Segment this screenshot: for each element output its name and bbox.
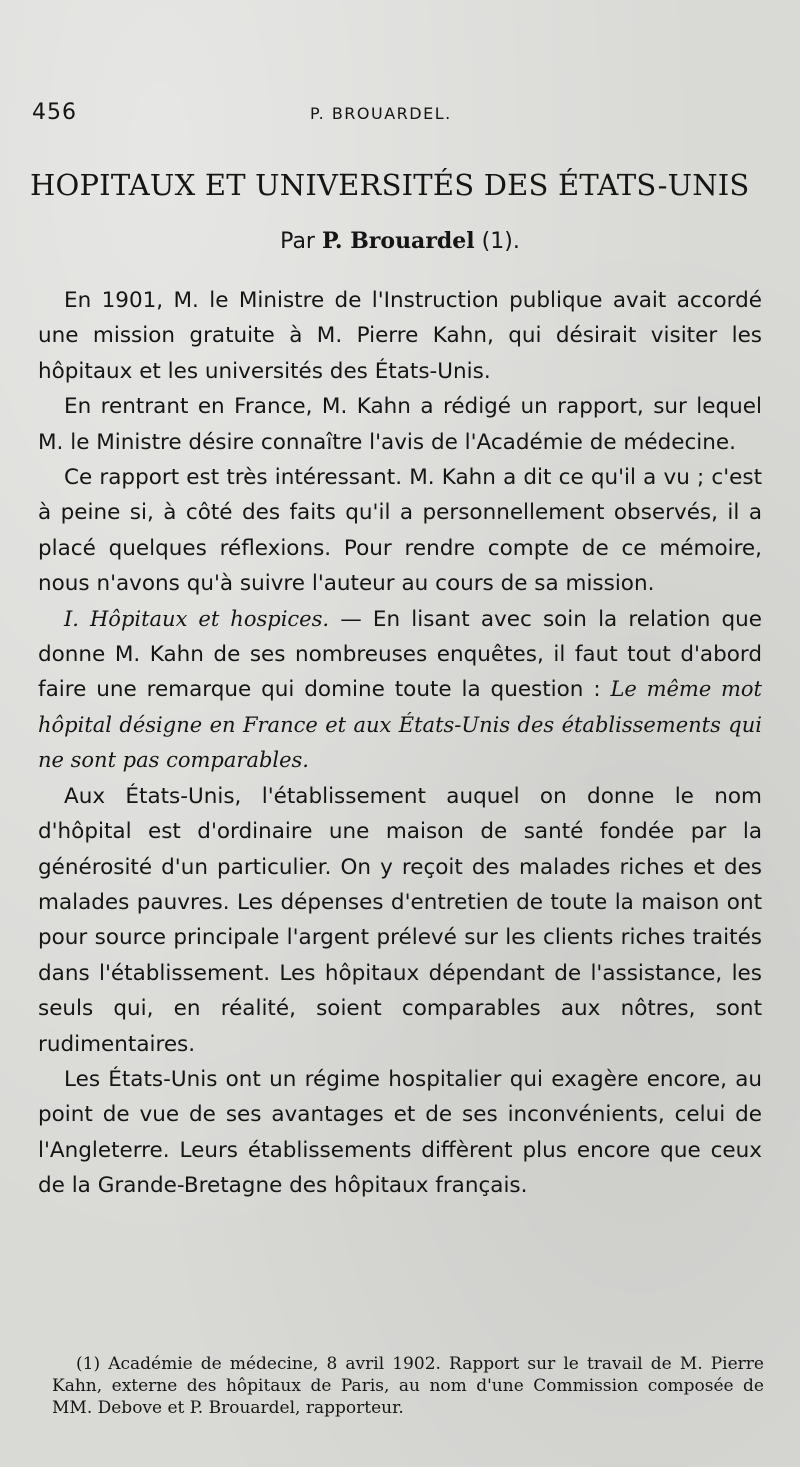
paragraph-4-italic: Le même mot hôpital désigne en France et aux États-Unis des établissements qui ne sont pas comparables. [38,677,762,773]
byline-prefix: Par [280,229,315,254]
paragraph-4 [38,602,762,779]
running-head-author: P. BROUARDEL. [310,104,452,123]
article-body [38,283,762,1204]
paragraph-6: Les États-Unis ont un régime hospitalier qui exagère encore, au point de vue de ses avantages et de ses inconvénients, celui de l'Angleterre. Leurs établissements diffèrent plus encore que ceux de la Grande-Bretagne des hôpitaux français. [38,1066,762,1199]
footnote [52,1353,764,1419]
paragraph-5: Aux États-Unis, l'établissement auquel on donne le nom d'hôpital est d'ordinaire une maison de santé fondée par la générosité d'un particulier. On y reçoit des malades riches et des malades pauvres. Les dépenses d'entretien de toute la maison ont pour source principale l'argent prélevé sur les clients riches traités dans l'établissement. Les hôpitaux dépendant de l'assistance, les seuls qui, en réalité, soient comparables aux nôtres, sont rudimentaires. [38,783,762,1057]
section-heading: I. Hôpitaux et hospices. [64,606,330,631]
article-title: HOPITAUX ET UNIVERSITÉS DES ÉTATS-UNIS [30,168,750,202]
paragraph-1: En 1901, M. le Ministre de l'Instruction publique avait accordé une mission gratuite à M. Pierre Kahn, qui désirait visiter les hôpitaux et les universités des États-Unis. [38,288,762,384]
byline [0,228,800,254]
paragraph-3: Ce rapport est très intéressant. M. Kahn a dit ce qu'il a vu ; c'est à peine si, à côté des faits qu'il a personnellement observés, il a placé quelques réflexions. Pour rendre compte de ce mémoire, nous n'avons qu'à suivre l'auteur au cours de sa mission. [38,465,762,597]
running-head [30,100,770,130]
paragraph-2: En rentrant en France, M. Kahn a rédigé un rapport, sur lequel M. le Ministre désire connaître l'avis de l'Académie de médecine. [38,394,762,455]
footnote-text: (1) Académie de médecine, 8 avril 1902. Rapport sur le travail de M. Pierre Kahn, externe des hôpitaux de Paris, au nom d'une Commission composée de MM. Debove et P. Brouardel, rapporteur. [52,1354,764,1418]
byline-author: P. Brouardel [321,228,475,254]
paragraph-4-text: — En lisant avec soin la relation que donne M. Kahn de ses nombreuses enquêtes, il faut tout d'abord faire une remarque qui domine toute la question : [38,606,762,703]
page-number: 456 [32,100,77,125]
byline-footnote-ref: (1). [481,229,520,254]
